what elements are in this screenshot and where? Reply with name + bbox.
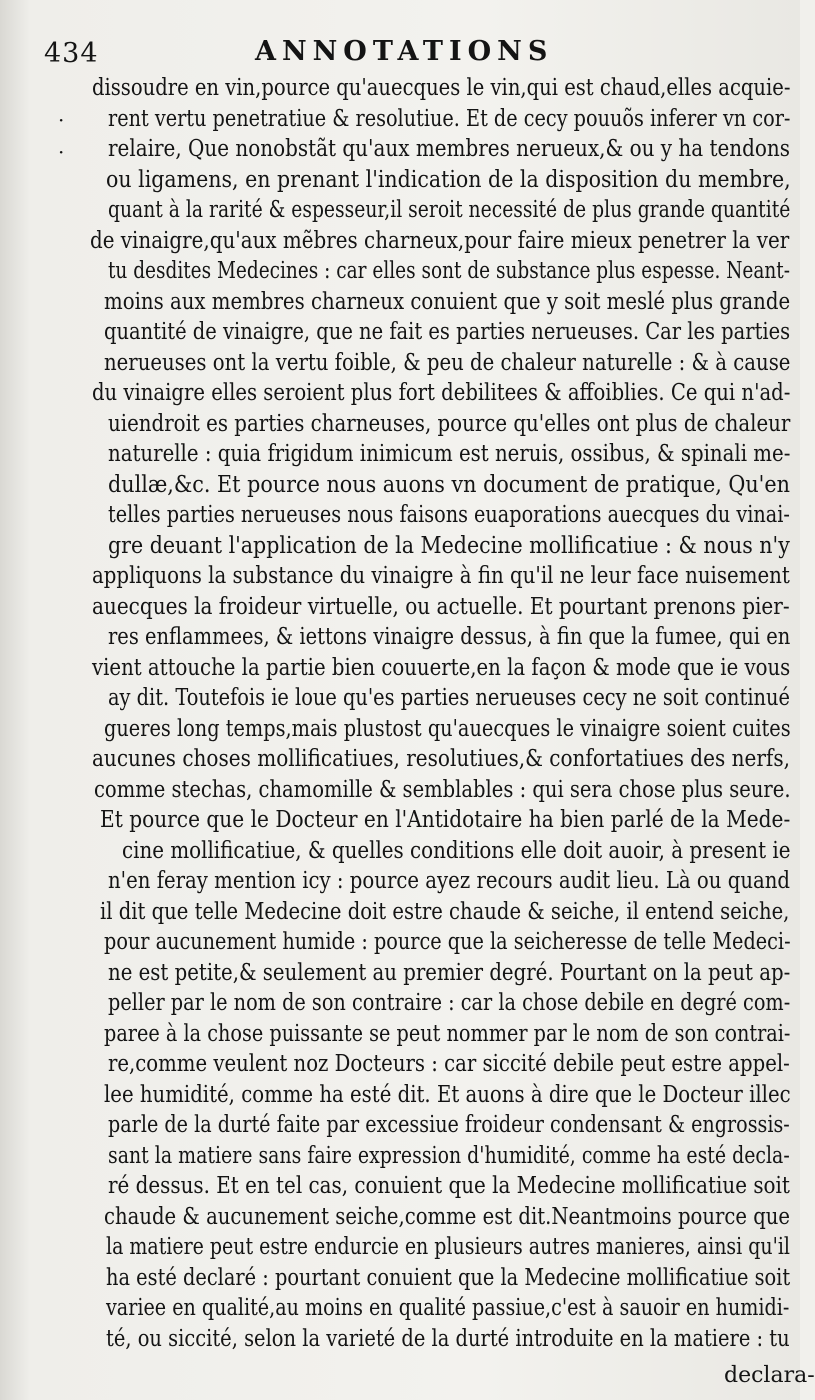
text-line: nerueuses ont la vertu foible, & peu de chaleur naturelle : & à cause: [104, 347, 791, 376]
text-line: ay dit. Toutefois ie loue qu'es parties nerueuses cecy ne soit continué: [108, 683, 790, 711]
text-line: pour aucunement humide : pource que la seicheresse de telle Medeci-: [104, 927, 791, 955]
text-line: tu desdites Medecines : car elles sont de substance plus espesse. Neant-: [108, 256, 790, 284]
text-line: variee en qualité,au moins en qualité passiue,c'est à sauoir en humidi-: [106, 1293, 790, 1321]
text-line: vient attouche la partie bien couuerte,en la façon & mode que ie vous: [92, 652, 791, 681]
text-line: paree à la chose puissante se peut nommer par le nom de son contrai-: [104, 1018, 791, 1047]
text-line: quant à la rarité & espesseur,il seroit necessité de plus grande quantité: [108, 195, 791, 223]
text-line: té, ou siccité, selon la varieté de la durté introduite en la matiere : tu: [106, 1323, 790, 1352]
text-line: chaude & aucunement seiche,comme est dit.Neantmoins pource que: [104, 1201, 791, 1230]
text-line: relaire, Que nonobstãt qu'aux membres nerueux,& ou y ha tendons: [108, 134, 791, 162]
text-line: aucunes choses mollificatiues, resolutiues,& confortatiues des nerfs,: [92, 744, 790, 772]
page-number: 434: [44, 38, 99, 69]
text-line: dissoudre en vin,pource qu'auecques le vin,qui est chaud,elles acquie-: [92, 73, 791, 101]
text-line: naturelle : quia frigidum inimicum est neruis, ossibus, & spinali me-: [108, 439, 791, 467]
text-line: auecques la froideur virtuelle, ou actuelle. Et pourtant prenons pier-: [92, 591, 790, 620]
text-line: ha esté declaré : pourtant conuient que la Medecine mollificatiue soit: [106, 1262, 791, 1291]
catchword: declara-: [724, 1363, 815, 1388]
text-line: gre deuant l'application de la Medecine mollificatiue : & nous n'y: [108, 530, 790, 559]
text-line: appliquons la substance du vinaigre à fin qu'il ne leur face nuisement: [92, 561, 790, 589]
running-head: ANNOTATIONS: [255, 36, 554, 67]
text-line: sant la matiere sans faire expression d'humidité, comme ha esté decla-: [108, 1140, 790, 1169]
text-line: ou ligamens, en prenant l'indication de la disposition du membre,: [106, 164, 791, 193]
text-line: peller par le nom de son contraire : car la chose debile en degré com-: [108, 988, 791, 1016]
margin-marker: ·: [58, 108, 65, 132]
text-line: il dit que telle Medecine doit estre chaude & seiche, il entend seiche,: [100, 896, 790, 925]
text-line: ré dessus. Et en tel cas, conuient que la Medecine mollificatiue soit: [108, 1171, 790, 1199]
text-line: re,comme veulent noz Docteurs : car siccité debile peut estre appel-: [108, 1049, 790, 1077]
text-line: parle de la durté faite par excessiue froideur condensant & engrossis-: [108, 1110, 790, 1138]
text-line: cine mollificatiue, & quelles conditions elle doit auoir, à present ie: [122, 835, 791, 864]
text-line: la matiere peut estre endurcie en plusieurs autres manieres, ainsi qu'il: [106, 1232, 790, 1260]
text-line: comme stechas, chamomille & semblables : qui sera chose plus seure.: [94, 774, 791, 803]
text-line: quantité de vinaigre, que ne fait es parties nerueuses. Car les parties: [104, 317, 791, 345]
text-line: rent vertu penetratiue & resolutiue. Et de cecy pouuõs inferer vn cor-: [108, 103, 791, 132]
text-line: uiendroit es parties charneuses, pource qu'elles ont plus de chaleur: [108, 408, 791, 437]
text-line: gueres long temps,mais plustost qu'auecques le vinaigre soient cuites: [104, 713, 791, 742]
margin-marker: ·: [58, 140, 65, 164]
text-line: res enflammees, & iettons vinaigre dessus, à fin que la fumee, qui en: [108, 622, 791, 650]
text-line: lee humidité, comme ha esté dit. Et auons à dire que le Docteur illec: [104, 1079, 791, 1108]
text-line: du vinaigre elles seroient plus fort debilitees & affoiblies. Ce qui n'ad-: [92, 378, 791, 406]
text-line: Et pource que le Docteur en l'Antidotaire ha bien parlé de la Mede-: [100, 805, 791, 833]
text-line: telles parties nerueuses nous faisons euaporations auecques du vinai-: [108, 500, 790, 528]
text-line: ne est petite,& seulement au premier degré. Pourtant on la peut ap-: [108, 957, 791, 986]
text-line: n'en feray mention icy : pource ayez recours audit lieu. Là ou quand: [108, 866, 791, 894]
text-line: de vinaigre,qu'aux mẽbres charneux,pour faire mieux penetrer la ver: [90, 225, 790, 254]
text-line: moins aux membres charneux conuient que y soit meslé plus grande: [104, 286, 791, 315]
text-line: dullæ,&c. Et pource nous auons vn document de pratique, Qu'en: [108, 469, 790, 498]
page-header: [0, 32, 800, 72]
